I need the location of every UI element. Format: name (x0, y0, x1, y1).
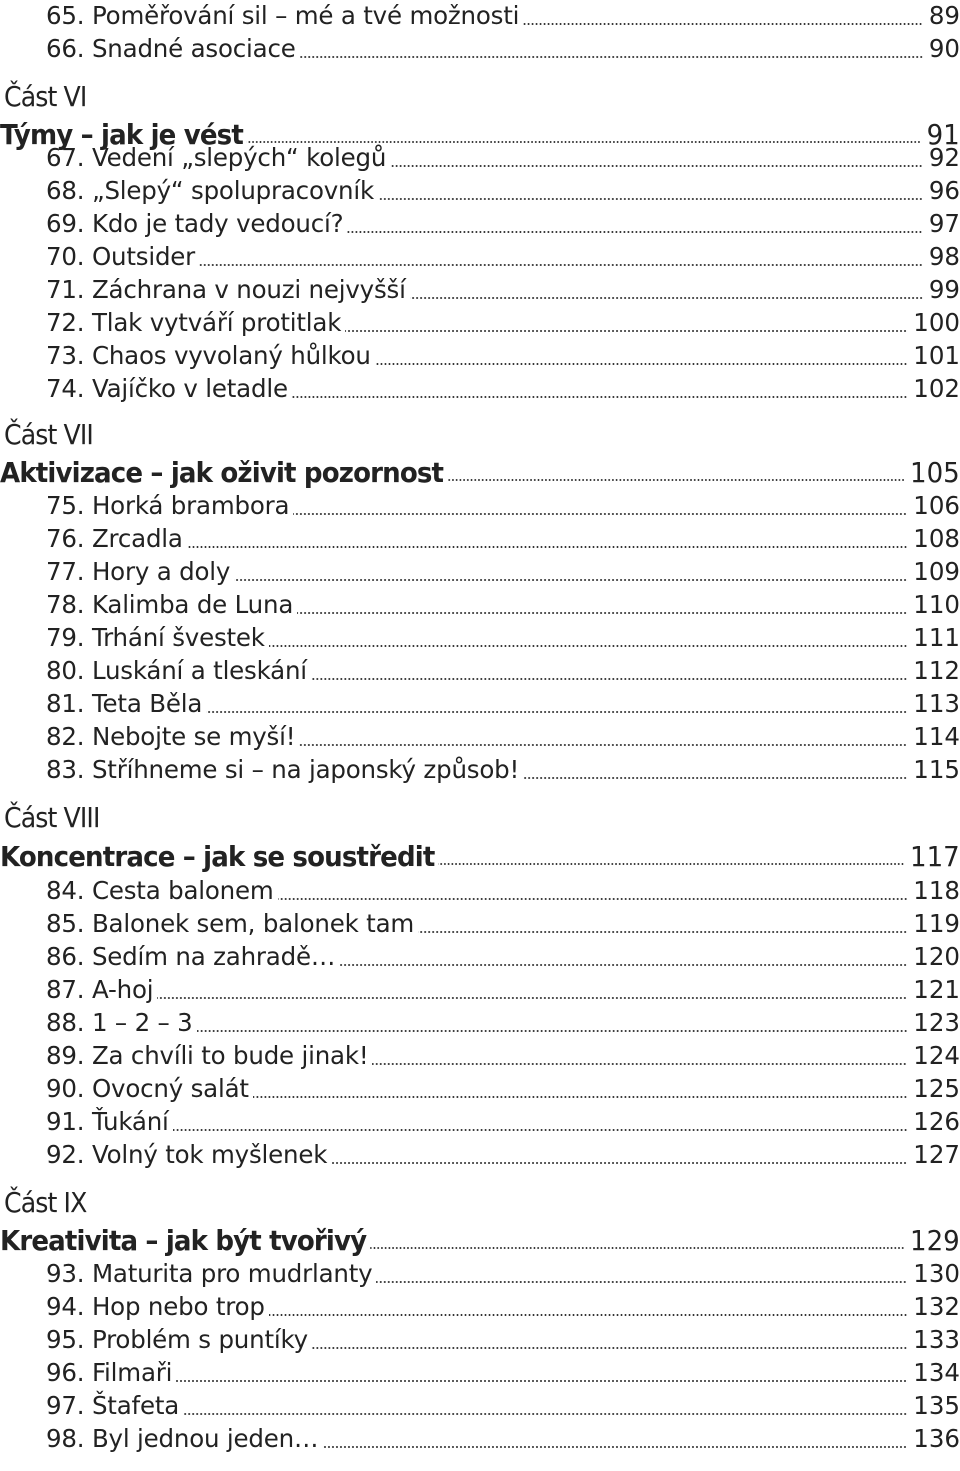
toc-entry-title: 84. Cesta balonem (46, 876, 274, 906)
dot-leader (269, 1314, 908, 1316)
toc-entry (0, 0, 960, 33)
toc-section-heading (0, 1224, 960, 1257)
toc-page-number: 105 (910, 455, 960, 489)
toc-entry-title: 93. Maturita pro mudrlanty (46, 1259, 373, 1289)
toc-entry-title: 80. Luskání a tleskání (46, 656, 307, 686)
toc-entry (0, 941, 960, 974)
dot-leader (322, 1446, 907, 1448)
toc-entry-title: 75. Horká brambora (46, 491, 290, 521)
toc-page-number: 92 (928, 143, 960, 173)
toc-entry (0, 1073, 960, 1106)
toc-page-number: 96 (928, 176, 960, 206)
toc-page-number: 91 (926, 117, 960, 151)
dot-leader (390, 165, 923, 167)
toc-page-number: 99 (928, 275, 960, 305)
toc-page-number: 121 (913, 975, 960, 1005)
dot-leader (197, 1030, 908, 1032)
toc-entry (0, 754, 960, 787)
toc-entry (0, 175, 960, 208)
toc-entry-title: 79. Trhání švestek (46, 623, 265, 653)
toc-entry-title: Týmy – jak je vést (0, 117, 243, 151)
toc-entry-title: 90. Ovocný salát (46, 1074, 249, 1104)
dot-leader (339, 964, 907, 966)
toc-page-number: 114 (913, 722, 960, 752)
toc-page-number: 89 (928, 1, 960, 31)
dot-leader (299, 744, 907, 746)
toc-entry-title: 70. Outsider (46, 242, 196, 272)
dot-leader (376, 1281, 907, 1283)
dot-leader (234, 579, 907, 581)
toc-page-number: 132 (913, 1292, 960, 1322)
toc-page-number: 101 (913, 341, 960, 371)
toc-entry (0, 908, 960, 941)
dot-leader (199, 264, 923, 266)
toc-page-number: 129 (910, 1223, 960, 1257)
part-title: Část VI (4, 80, 87, 113)
toc-entry (0, 373, 960, 406)
toc-entry (0, 1291, 960, 1324)
toc-entry-title: 74. Vajíčko v letadle (46, 374, 288, 404)
toc-entry-title: Aktivizace – jak oživit pozornost (0, 455, 444, 489)
toc-entry-title: 85. Balonek sem, balonek tam (46, 909, 415, 939)
dot-leader (418, 931, 907, 933)
toc-entry-title: Koncentrace – jak se soustředit (0, 839, 435, 873)
toc-entry-title: 65. Poměřování sil – mé a tvé možnosti (46, 1, 520, 31)
toc-page-number: 110 (913, 590, 960, 620)
toc-page-number: 134 (913, 1358, 960, 1388)
toc-page-number: 106 (913, 491, 960, 521)
toc-page-number: 102 (913, 374, 960, 404)
toc-entry-title: 94. Hop nebo trop (46, 1292, 265, 1322)
part-title: Část VIII (4, 801, 100, 834)
toc-entry (0, 1423, 960, 1456)
dot-leader (187, 546, 908, 548)
dot-leader (269, 645, 907, 647)
dot-leader (183, 1413, 907, 1415)
toc-entry (0, 1139, 960, 1172)
dot-leader (173, 1129, 908, 1131)
toc-page-number: 135 (913, 1391, 960, 1421)
toc-page-number: 136 (913, 1424, 960, 1454)
dot-leader (345, 330, 907, 332)
toc-entry-title: 73. Chaos vyvolaný hůlkou (46, 341, 371, 371)
toc-entry (0, 556, 960, 589)
toc-page-number: 90 (928, 34, 960, 64)
toc-section-heading (0, 456, 960, 489)
toc-entry-title: 86. Sedím na zahradě… (46, 942, 336, 972)
part-title: Část VII (4, 418, 93, 451)
toc-entry (0, 1324, 960, 1357)
toc-entry (0, 523, 960, 556)
toc-page-number: 113 (913, 689, 960, 719)
toc-page-number: 124 (913, 1041, 960, 1071)
dot-leader (311, 678, 907, 680)
dot-leader (410, 297, 923, 299)
toc-entry (0, 622, 960, 655)
toc-entry (0, 655, 960, 688)
dot-leader (347, 231, 922, 233)
toc-entry (0, 1106, 960, 1139)
toc-page-number: 127 (913, 1140, 960, 1170)
dot-leader (378, 198, 923, 200)
toc-entry (0, 1007, 960, 1040)
toc-entry-title: 69. Kdo je tady vedoucí? (46, 209, 344, 239)
toc-entry-title: 76. Zrcadla (46, 524, 183, 554)
toc-entry-title: 82. Nebojte se myší! (46, 722, 296, 752)
toc-page-number: 123 (913, 1008, 960, 1038)
toc-entry-title: 78. Kalimba de Luna (46, 590, 294, 620)
dot-leader (293, 513, 907, 515)
toc-entry-title: 77. Hory a doly (46, 557, 231, 587)
dot-leader (438, 863, 904, 865)
toc-entry (0, 33, 960, 66)
toc-entry-title: 88. 1 – 2 – 3 (46, 1008, 193, 1038)
toc-entry (0, 1390, 960, 1423)
toc-entry-title: 91. Ťukání (46, 1107, 169, 1137)
toc-entry (0, 688, 960, 721)
dot-leader (523, 777, 907, 779)
toc-entry-title: 98. Byl jednou jeden… (46, 1424, 319, 1454)
dot-leader (278, 898, 908, 900)
toc-entry-title: 67. Vedení „slepých“ kolegů (46, 143, 387, 173)
toc-entry (0, 208, 960, 241)
toc-entry-title: 95. Problém s puntíky (46, 1325, 308, 1355)
toc-entry (0, 241, 960, 274)
dot-leader (157, 997, 907, 999)
toc-page-number: 120 (913, 942, 960, 972)
toc-entry (0, 340, 960, 373)
dot-leader (253, 1096, 907, 1098)
toc-page-number: 126 (913, 1107, 960, 1137)
dot-leader (300, 56, 923, 58)
toc-page-number: 115 (913, 755, 960, 785)
toc-entry-title: 81. Teta Běla (46, 689, 203, 719)
toc-page-number: 112 (913, 656, 960, 686)
dot-leader (370, 1247, 904, 1249)
dot-leader (331, 1162, 907, 1164)
dot-leader (447, 479, 905, 481)
toc-entry-title: 92. Volný tok myšlenek (46, 1140, 328, 1170)
toc-entry (0, 490, 960, 523)
toc-entry (0, 307, 960, 340)
toc-page-number: 118 (913, 876, 960, 906)
toc-entry-title: 72. Tlak vytváří protitlak (46, 308, 342, 338)
toc-entry-title: 87. A-hoj (46, 975, 154, 1005)
toc-entry-title: 68. „Slepý“ spolupracovník (46, 176, 374, 206)
dot-leader (292, 396, 907, 398)
toc-entry-title: 83. Stříhneme si – na japonský způsob! (46, 755, 520, 785)
toc-entry-title: 89. Za chvíli to bude jinak! (46, 1041, 369, 1071)
toc-page-number: 111 (913, 623, 960, 653)
toc-entry (0, 1040, 960, 1073)
toc-entry (0, 974, 960, 1007)
toc-page-number: 119 (913, 909, 960, 939)
toc-entry (0, 589, 960, 622)
dot-leader (523, 23, 923, 25)
dot-leader (375, 363, 907, 365)
dot-leader (206, 711, 907, 713)
toc-page-number: 109 (913, 557, 960, 587)
dot-leader (312, 1347, 907, 1349)
toc-page-number: 130 (913, 1259, 960, 1289)
toc-entry (0, 1258, 960, 1291)
toc-section-heading (0, 840, 960, 873)
toc-entry (0, 1357, 960, 1390)
toc-entry (0, 721, 960, 754)
toc-entry-title: 66. Snadné asociace (46, 34, 296, 64)
toc-entry (0, 875, 960, 908)
dot-leader (297, 612, 907, 614)
part-title: Část IX (4, 1186, 87, 1219)
toc-page-number: 108 (913, 524, 960, 554)
toc-entry-title: 71. Záchrana v nouzi nejvyšší (46, 275, 406, 305)
toc-page-number: 117 (910, 839, 960, 873)
dot-leader (372, 1063, 907, 1065)
toc-page-number: 133 (913, 1325, 960, 1355)
toc-page-number: 97 (928, 209, 960, 239)
toc-page-number: 98 (928, 242, 960, 272)
toc-page-number: 125 (913, 1074, 960, 1104)
dot-leader (176, 1380, 907, 1382)
toc-page-number: 100 (913, 308, 960, 338)
toc-entry (0, 142, 960, 175)
toc-entry-title: 96. Filmaři (46, 1358, 173, 1388)
toc-entry (0, 274, 960, 307)
toc-entry-title: 97. Štafeta (46, 1391, 180, 1421)
toc-entry-title: Kreativita – jak být tvořivý (0, 1223, 367, 1257)
